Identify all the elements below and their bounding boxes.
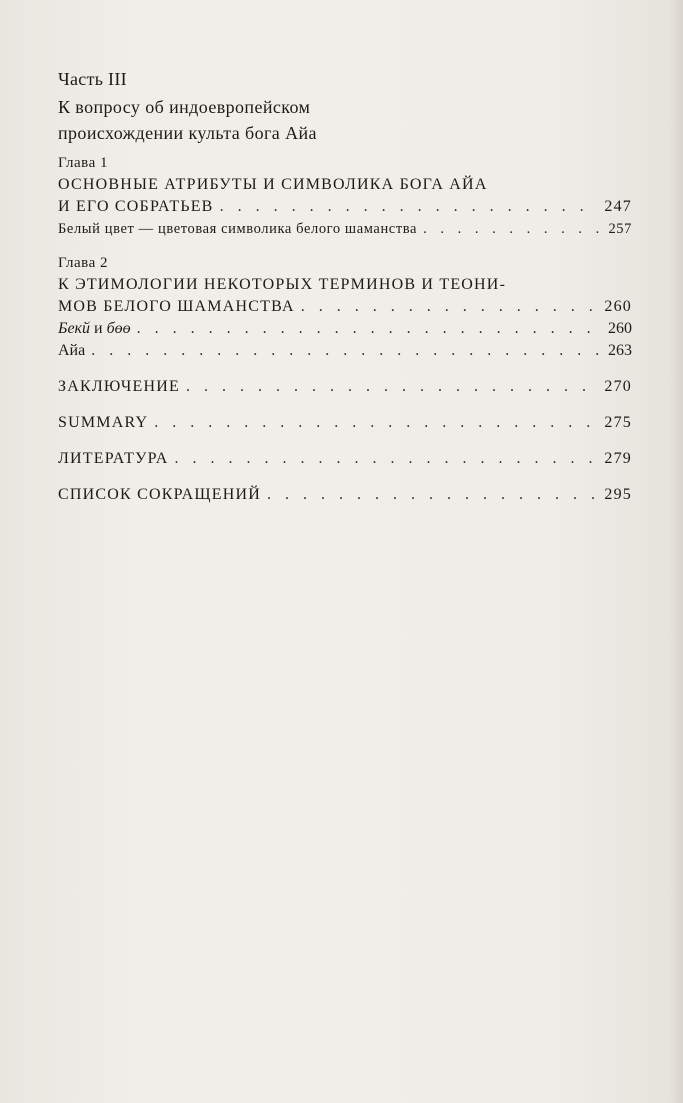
page-number: 260: [604, 298, 632, 315]
toc-entry-chapter1: [58, 196, 632, 218]
chapter2-heading-line2: МОВ БЕЛОГО ШАМАНСТВА: [58, 298, 295, 315]
leader-dots: [137, 318, 600, 340]
page-edge-shadow: [669, 0, 683, 1103]
chapter1-label: Глава 1: [58, 155, 108, 171]
part-title-line1: К вопросу об индоевропейском: [58, 97, 311, 117]
leader-dots: [267, 484, 598, 506]
conjunction: и: [94, 320, 103, 337]
part-title: [58, 94, 632, 146]
leader-dots: [301, 296, 599, 318]
chapter1-heading-line1: ОСНОВНЫЕ АТРИБУТЫ И СИМВОЛИКА БОГА АЙА: [58, 176, 488, 193]
term-beki: Бекй: [58, 320, 91, 337]
leader-dots: [423, 218, 600, 240]
page-number: 263: [608, 342, 632, 359]
entry-title: ЗАКЛЮЧЕНИЕ: [58, 378, 180, 395]
entry-title: Белый цвет — цветовая символика белого шаманства: [58, 221, 418, 237]
page-number: 247: [604, 198, 632, 215]
leader-dots: [174, 448, 598, 470]
entry-title: Айа: [58, 342, 86, 359]
leader-dots: [186, 376, 598, 398]
toc-entry-aia: [58, 340, 632, 362]
toc-entry-chapter2: [58, 296, 632, 318]
entry-title: СПИСОК СОКРАЩЕНИЙ: [58, 486, 261, 503]
page-number: 295: [604, 486, 632, 503]
page-number: 260: [608, 320, 632, 337]
chapter2-label: Глава 2: [58, 255, 108, 271]
page-number: 270: [604, 378, 632, 395]
page-number: 279: [604, 450, 632, 467]
part-title-line2: происхождении культа бога Айа: [58, 123, 317, 143]
toc-entry-conclusion: [58, 376, 632, 398]
chapter2-heading-line1: К ЭТИМОЛОГИИ НЕКОТОРЫХ ТЕРМИНОВ И ТЕОНИ-: [58, 276, 507, 293]
part-label: Часть III: [58, 69, 127, 89]
table-of-contents: [58, 68, 632, 506]
leader-dots: [91, 340, 600, 362]
toc-entry-abbreviations: [58, 484, 632, 506]
toc-entry-white-color: [58, 218, 632, 240]
entry-title: ЛИТЕРАТУРА: [58, 450, 169, 467]
page-number: 257: [608, 221, 632, 237]
toc-entry-beki-boo: [58, 318, 632, 340]
entry-title: SUMMARY: [58, 414, 149, 431]
toc-entry-summary: [58, 412, 632, 434]
term-boo: бөө: [106, 320, 131, 337]
chapter1-heading-line2: И ЕГО СОБРАТЬЕВ: [58, 198, 214, 215]
page-number: 275: [604, 414, 632, 431]
toc-entry-literature: [58, 448, 632, 470]
leader-dots: [154, 412, 598, 434]
entry-title: [58, 318, 131, 340]
leader-dots: [220, 196, 599, 218]
